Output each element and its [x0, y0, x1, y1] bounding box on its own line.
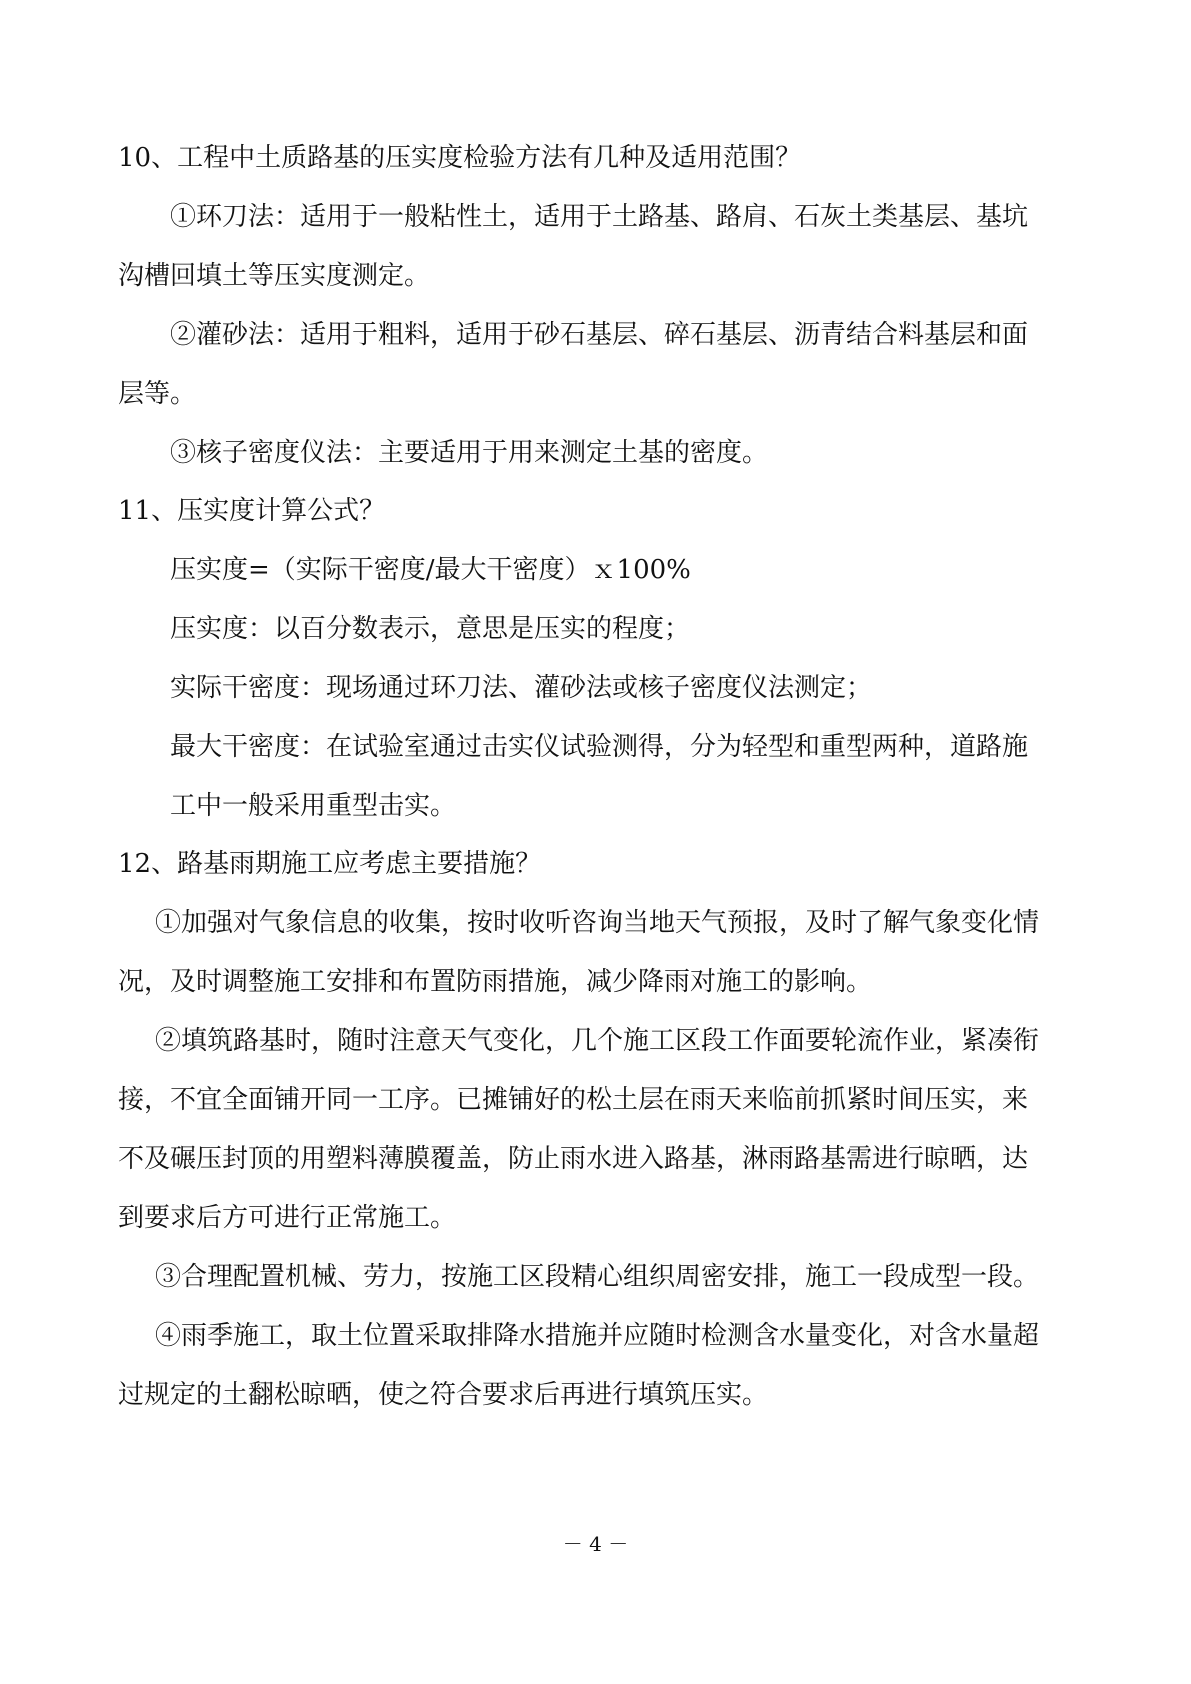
q12-measure-2-line2: 接，不宜全面铺开同一工序。已摊铺好的松土层在雨天来临前抓紧时间压实，来	[118, 1085, 1029, 1115]
question-12-title: 12、路基雨期施工应考虑主要措施？	[118, 849, 542, 879]
question-10-title: 10、工程中土质路基的压实度检验方法有几种及适用范围？	[118, 143, 802, 173]
q11-definition-compaction: 压实度：以百分数表示，意思是压实的程度；	[170, 614, 691, 644]
q11-definition-actual-density: 实际干密度：现场通过环刀法、灌砂法或核子密度仪法测定；	[170, 673, 873, 703]
page-number: － 4 －	[562, 1532, 629, 1556]
q10-answer-nuclear-gauge: ③核子密度仪法：主要适用于用来测定土基的密度。	[170, 438, 769, 468]
q11-definition-max-density-line2: 工中一般采用重型击实。	[170, 791, 457, 821]
q12-measure-4-line2: 过规定的土翻松晾晒，使之符合要求后再进行填筑压实。	[118, 1380, 769, 1410]
q12-measure-1-line1: ①加强对气象信息的收集，按时收听咨询当地天气预报，及时了解气象变化情	[155, 908, 1040, 938]
q12-measure-2-line1: ②填筑路基时，随时注意天气变化，几个施工区段工作面要轮流作业，紧凑衔	[155, 1026, 1040, 1056]
q10-answer-sand-cone-line2: 层等。	[118, 379, 197, 409]
q10-answer-sand-cone-line1: ②灌砂法：适用于粗料，适用于砂石基层、碎石基层、沥青结合料基层和面	[170, 320, 1029, 350]
q12-measure-1-line2: 况，及时调整施工安排和布置防雨措施，减少降雨对施工的影响。	[118, 967, 873, 997]
q12-measure-3: ③合理配置机械、劳力，按施工区段精心组织周密安排，施工一段成型一段。	[155, 1262, 1040, 1292]
q10-answer-ring-knife-line2: 沟槽回填土等压实度测定。	[118, 261, 431, 291]
q10-answer-ring-knife-line1: ①环刀法：适用于一般粘性土，适用于土路基、路肩、石灰土类基层、基坑	[170, 202, 1029, 232]
q12-measure-2-line4: 到要求后方可进行正常施工。	[118, 1203, 457, 1233]
q12-measure-2-line3: 不及碾压封顶的用塑料薄膜覆盖，防止雨水进入路基，淋雨路基需进行晾晒，达	[118, 1144, 1029, 1174]
q12-measure-4-line1: ④雨季施工，取土位置采取排降水措施并应随时检测含水量变化，对含水量超	[155, 1321, 1040, 1351]
question-11-title: 11、压实度计算公式？	[118, 496, 386, 526]
q11-definition-max-density-line1: 最大干密度：在试验室通过击实仪试验测得，分为轻型和重型两种，道路施	[170, 732, 1029, 762]
q11-formula: 压实度=（实际干密度/最大干密度）ｘ100%	[170, 555, 691, 585]
